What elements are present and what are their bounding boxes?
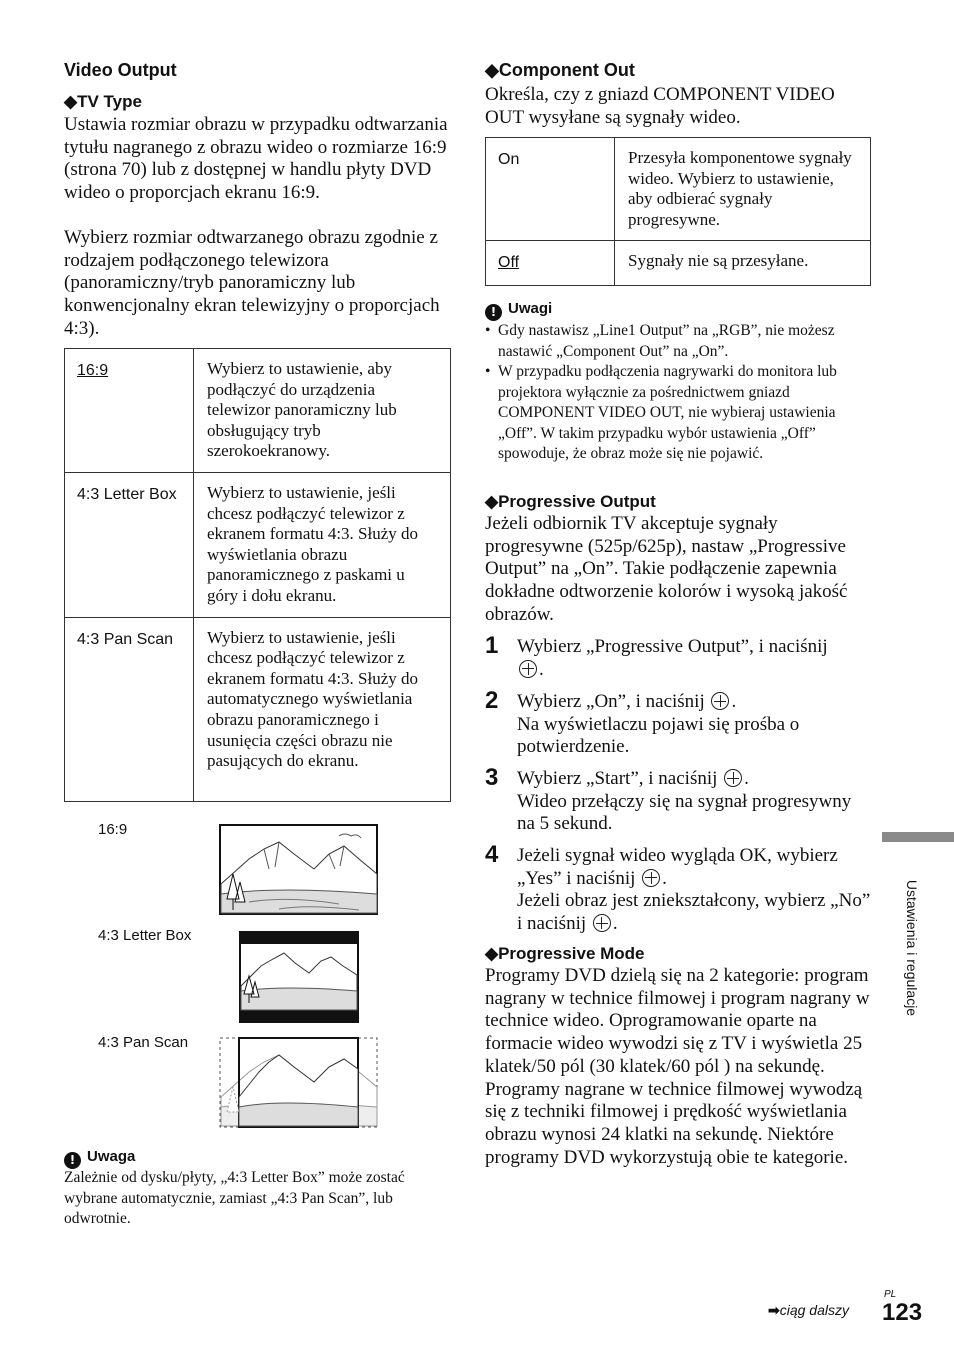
enter-button-icon [724,769,742,787]
step-number: 1 [485,632,499,659]
option-desc: Wybierz to ustawienie, jeśli chcesz podłączyć telewizor z ekranem formatu 4:3. Służy do wyświetlania obrazu panoramicznego z paskami u góry i dołu ekranu. [194,472,451,617]
list-item: • W przypadku podłączenia nagrywarki do monitora lub projektora wyłącznie za pośrednictwem gniazd COMPONENT VIDEO OUT, nie wybieraj ustawienia „Off”. W takim przypadku wybór ustawienia „Off” spowoduje, że obraz może się nie pojawić. [485,363,837,462]
component-out-table [485,137,871,286]
step-text: Jeżeli sygnał wideo wygląda OK, wybierz „Yes” i naciśnij . Jeżeli obraz jest zniekształcony, wybierz „No” i naciśnij . [517,845,871,935]
table-row [486,138,871,241]
step-number: 2 [485,687,499,714]
warning-icon: ! [64,1152,81,1169]
list-item: • Gdy nastawisz „Line1 Output” na „RGB”, nie możesz nastawić „Component Out” na „On”. [485,322,835,360]
enter-button-icon [519,660,537,678]
illustration-label-letterbox: 4:3 Letter Box [98,927,192,944]
option-key: 4:3 Letter Box [65,472,194,617]
component-out-heading: ◆Component Out [485,60,635,80]
step-text: Wybierz „Start”, i naciśnij . Wideo przełączy się na sygnał progresywny na 5 sekund. [517,768,852,835]
enter-button-icon [642,869,660,887]
option-desc: Przesyła komponentowe sygnały wideo. Wybierz to ustawienie, aby odbierać sygnały progresywne. [615,138,871,241]
step-text: Wybierz „Progressive Output”, i naciśnij . [517,636,828,680]
side-tab [882,840,920,1070]
progressive-output-heading: ◆Progressive Output [485,492,656,511]
tv-type-table [64,348,451,802]
illustration-label-169: 16:9 [98,821,128,838]
table-row [65,617,451,801]
section-title: Video Output [64,60,177,80]
side-tab-label: Ustawienia i regulacje [904,879,920,1017]
step-number: 3 [485,764,499,791]
tv-type-para2: Wybierz rozmiar odtwarzanego obrazu zgodnie z rodzajem podłączonego telewizora (panoramiczny/tryb panoramiczny lub konwencjonalny ekran telewizyjny o proporcjach 4:3). [64,227,440,339]
progressive-mode-text: Programy DVD dzielą się na 2 kategorie: program nagrany w technice filmowej i program nagrany w technice wideo. Oprogramowanie oparte na formacie wideo wywodzi się z TV i wyświetla 25 klatek/50 pól (30 klatek/60 pól ) na sekundę. Programy nagrane w technice filmowej wywodzą się z techniki filmowej i prędkość wyświetlania obrazu wynosi 24 klatki na sekundę. Niektóre programy DVD wykorzystują obie te kategorie. [485,965,870,1168]
progressive-output-text: Jeżeli odbiornik TV akceptuje sygnały progresywne (525p/625p), nastaw „Progressive Output” na „On”. Takie podłączenie zapewnia dokładne odtworzenie kolorów i wysoką jakość obrazów. [485,513,848,625]
table-row [65,349,451,473]
tv-type-heading: ◆TV Type [64,92,142,111]
option-key: Off [486,241,615,286]
enter-button-icon [593,914,611,932]
option-key: 16:9 [65,349,194,473]
warning-icon: ! [485,304,502,321]
notes-list [485,321,870,465]
landscape-panscan-illustration [219,1037,379,1129]
landscape-letterbox-illustration [239,931,359,1023]
option-desc: Sygnały nie są przesyłane. [615,241,871,286]
table-row [486,241,871,286]
notes-heading: ! Uwagi [485,300,552,321]
note-heading: ! Uwaga [64,1148,135,1169]
page-number: 123 [882,1299,923,1326]
step-number: 4 [485,841,499,868]
option-desc: Wybierz to ustawienie, aby podłączyć do urządzenia telewizor panoramiczny lub obsługujący tryb szerokoekranowy. [194,349,451,473]
step-text: Wybierz „On”, i naciśnij . Na wyświetlaczu pojawi się prośba o potwierdzenie. [517,691,800,758]
illustration-label-panscan: 4:3 Pan Scan [98,1034,189,1051]
side-tab-bar [882,832,954,842]
component-out-text: Określa, czy z gniazd COMPONENT VIDEO OUT wysyłane są sygnały wideo. [485,84,835,128]
tv-type-para1: Ustawia rozmiar obrazu w przypadku odtwarzania tytułu nagranego z obrazu wideo o rozmiarze 16:9 (strona 70) lub z dostępnej w handlu płyty DVD wideo o proporcjach ekranu 16:9. [64,114,448,204]
table-row [65,472,451,617]
option-key: 4:3 Pan Scan [65,617,194,801]
note-text: Zależnie od dysku/płyty, „4:3 Letter Box” może zostać wybrane automatycznie, zamiast „4:3 Pan Scan”, lub odwrotnie. [64,1169,405,1227]
progressive-mode-heading: ◆Progressive Mode [485,944,645,963]
option-desc: Wybierz to ustawienie, jeśli chcesz podłączyć telewizor z ekranem formatu 4:3. Służy do automatycznego wyświetlania obrazu panoramicznego i usunięcia części obrazu nie pasujących do ekranu. [194,617,451,801]
arrow-right-icon: ➡ [768,1302,780,1318]
continued-label: ➡ciąg dalszy [768,1302,849,1318]
option-key: On [486,138,615,241]
landscape-169-illustration [219,824,379,916]
language-code: PL [884,1289,897,1300]
enter-button-icon [711,692,729,710]
